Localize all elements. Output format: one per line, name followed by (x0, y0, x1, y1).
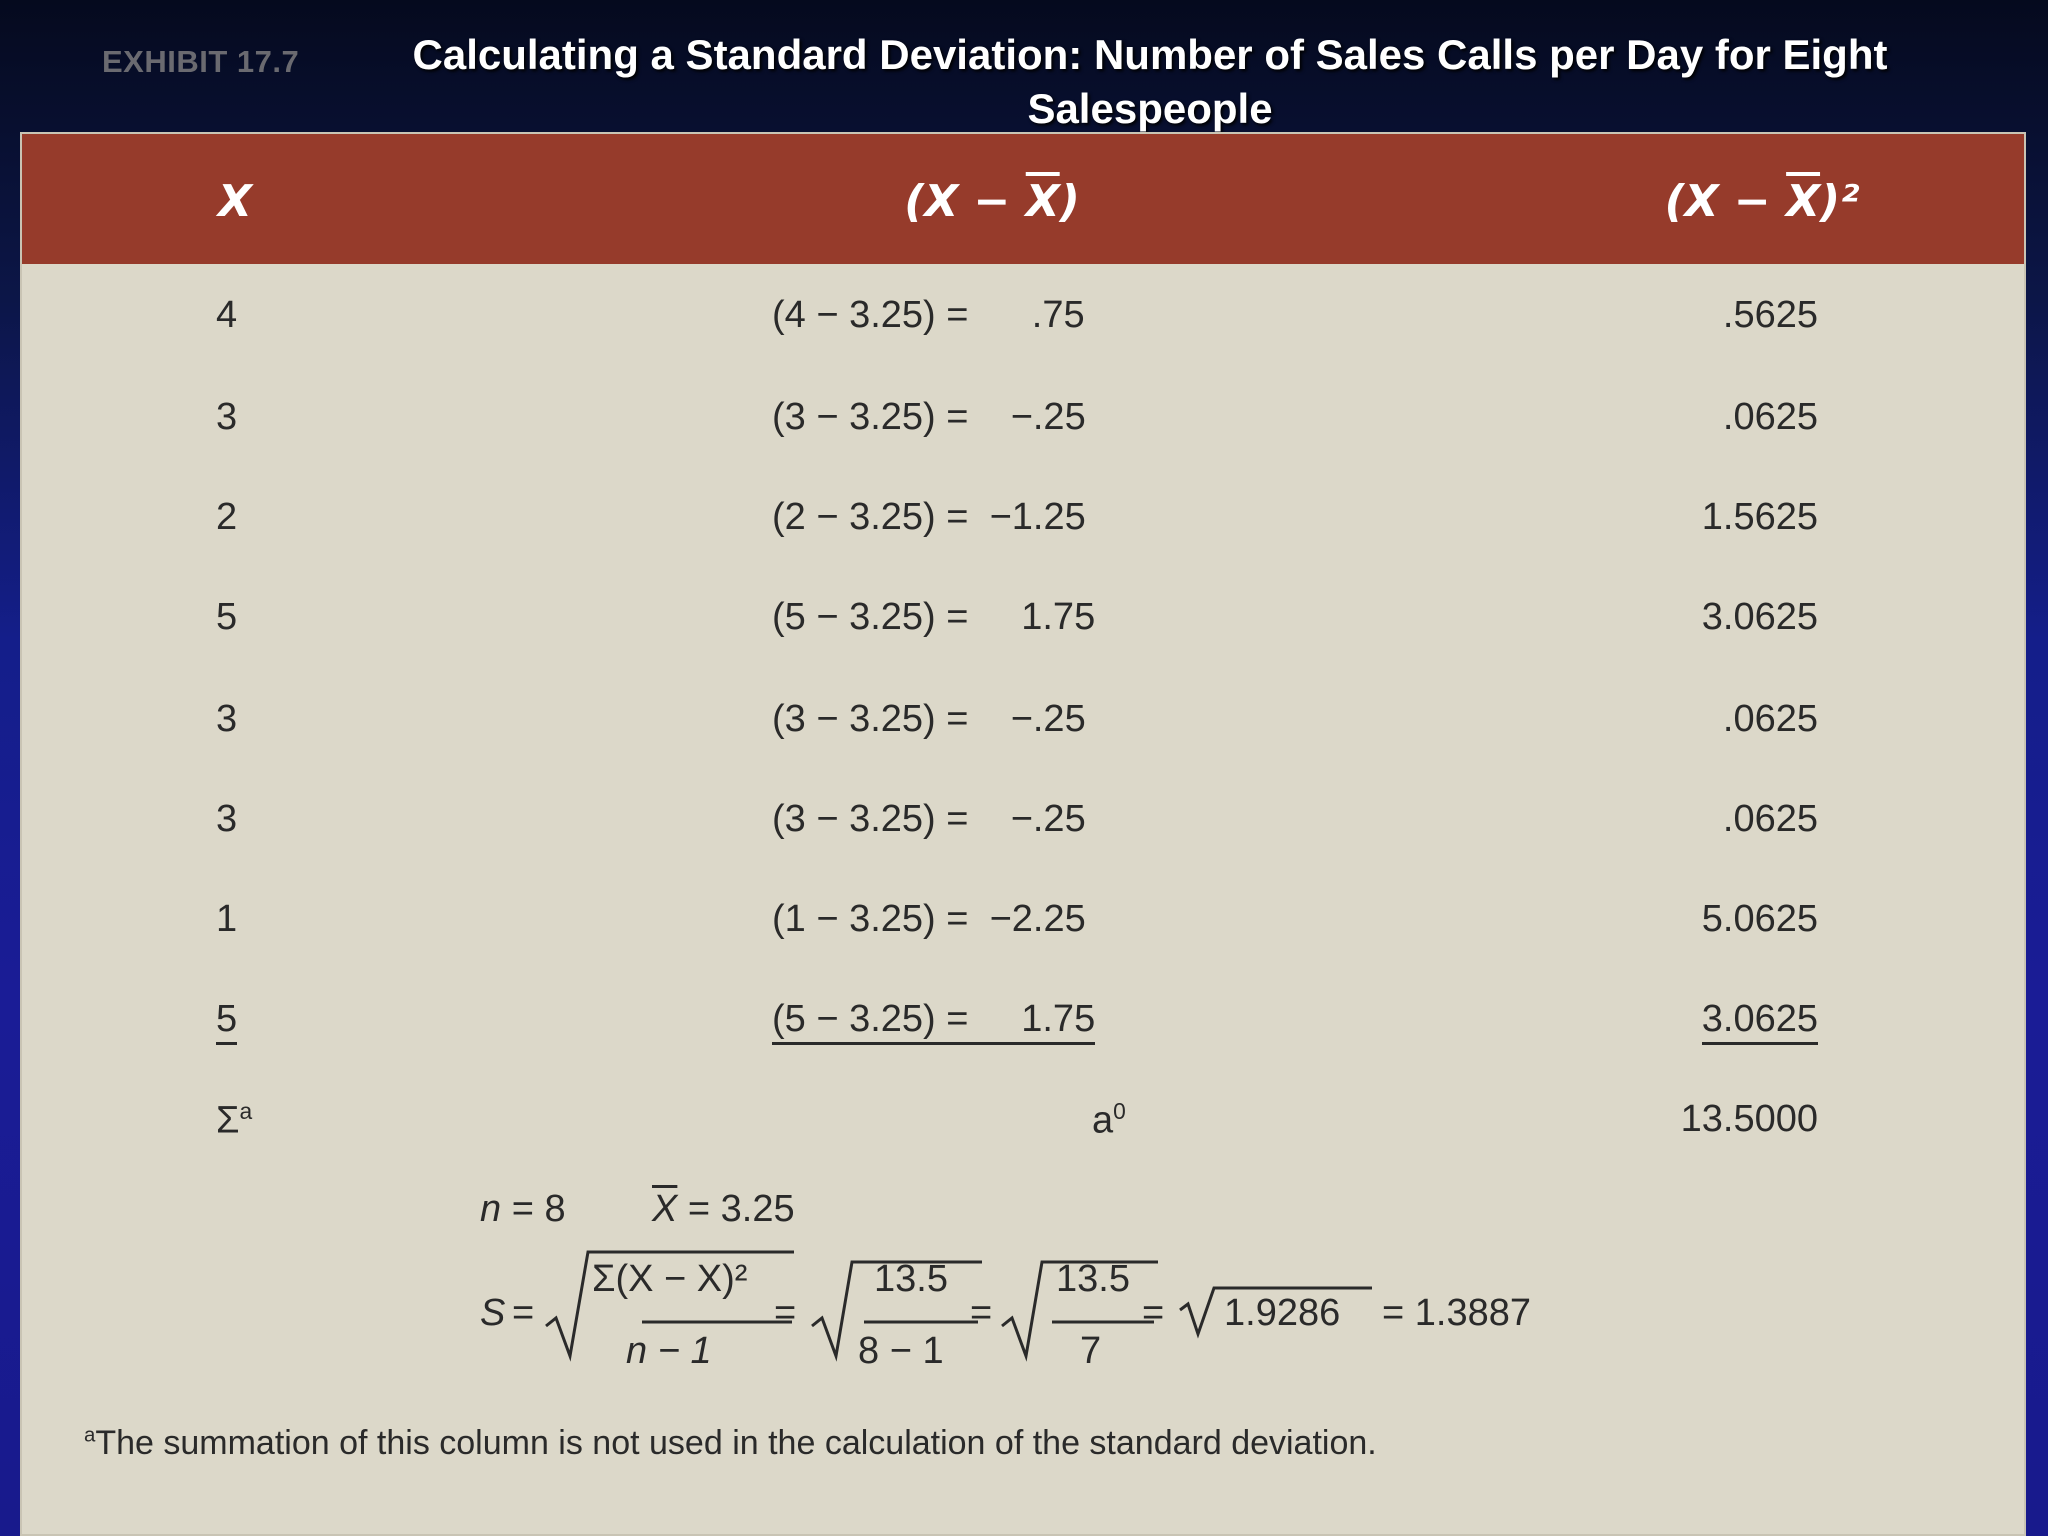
equals-sign: = (512, 1292, 535, 1334)
column-header-squared-deviation: $(X - \overline{X})^2$ (1664, 176, 1860, 227)
equals-sign-2: = (774, 1292, 797, 1334)
mean-statement: $\overline{X} = 3.25$ (652, 1188, 795, 1230)
s-label: S (480, 1292, 506, 1334)
fraction3-numerator: 13.5 (1056, 1258, 1130, 1300)
table-cell-x: 4 (216, 294, 238, 336)
fraction2-numerator: 13.5 (874, 1258, 948, 1300)
fraction2-denominator: 8 − 1 (858, 1330, 944, 1372)
table-cell-deviation: (3 − 3.25) = −.25 (772, 396, 1086, 438)
equals-sign-4: = (1142, 1292, 1165, 1334)
table-cell-squared: .0625 (1722, 798, 1818, 840)
table-cell-x: 1 (216, 898, 238, 940)
slide-header (0, 0, 2048, 132)
root-value: 1.9286 (1224, 1292, 1341, 1334)
denominator: n − 1 (626, 1330, 712, 1372)
table-cell-x: 5 (216, 998, 237, 1041)
footnote: $^a$The summation of this column is not used in the calculation of the standard deviation. (84, 1424, 1377, 1462)
slide-title: Calculating a Standard Deviation: Number of Sales Calls per Day for Eight Salespeople (412, 31, 1888, 132)
table-cell-squared: 3.0625 (1701, 596, 1818, 638)
table-cell-x: 3 (216, 798, 238, 840)
column-header-deviation: $(X - \overline{X})$ (904, 176, 1080, 227)
table-cell-squared: 1.5625 (1701, 496, 1818, 538)
sum-deviation: $a^0$ (1092, 1098, 1126, 1142)
n-statement: n = 8 (480, 1188, 566, 1230)
table-cell-squared: .0625 (1722, 396, 1818, 438)
table-cell-squared: .0625 (1722, 698, 1818, 740)
sum-label: $\Sigma^a$ (216, 1098, 253, 1142)
exhibit-label: EXHIBIT 17.7 (102, 44, 300, 79)
table-cell-deviation: (3 − 3.25) = −.25 (772, 698, 1086, 740)
table-cell-deviation: (4 − 3.25) = .75 (772, 294, 1085, 336)
exhibit-table-panel (20, 132, 2026, 1536)
table-cell-squared: 3.0625 (1622, 998, 1818, 1041)
table-cell-x: 5 (216, 596, 238, 638)
equals-sign-3: = (970, 1292, 993, 1334)
table-cell-deviation: (5 − 3.25) = 1.75 (772, 596, 1096, 638)
sum-squared: 13.5000 (1680, 1098, 1818, 1140)
fraction3-denominator: 7 (1080, 1330, 1102, 1372)
result-value: = 1.3887 (1382, 1292, 1531, 1334)
table-cell-squared: 5.0625 (1701, 898, 1818, 940)
table-cell-x: 3 (216, 396, 238, 438)
table-cell-deviation: (2 − 3.25) = −1.25 (772, 496, 1086, 538)
table-cell-deviation: (3 − 3.25) = −.25 (772, 798, 1086, 840)
table-cell-deviation: (5 − 3.25) = 1.75 (772, 998, 1132, 1041)
table-cell-x: 2 (216, 496, 238, 538)
table-header-row (22, 134, 2024, 264)
table-cell-deviation: (1 − 3.25) = −2.25 (772, 898, 1086, 940)
table-cell-squared: .5625 (1722, 294, 1818, 336)
table-cell-x: 3 (216, 698, 238, 740)
column-header-x: X (218, 176, 252, 227)
numerator: Σ(X − X)² (592, 1258, 748, 1300)
